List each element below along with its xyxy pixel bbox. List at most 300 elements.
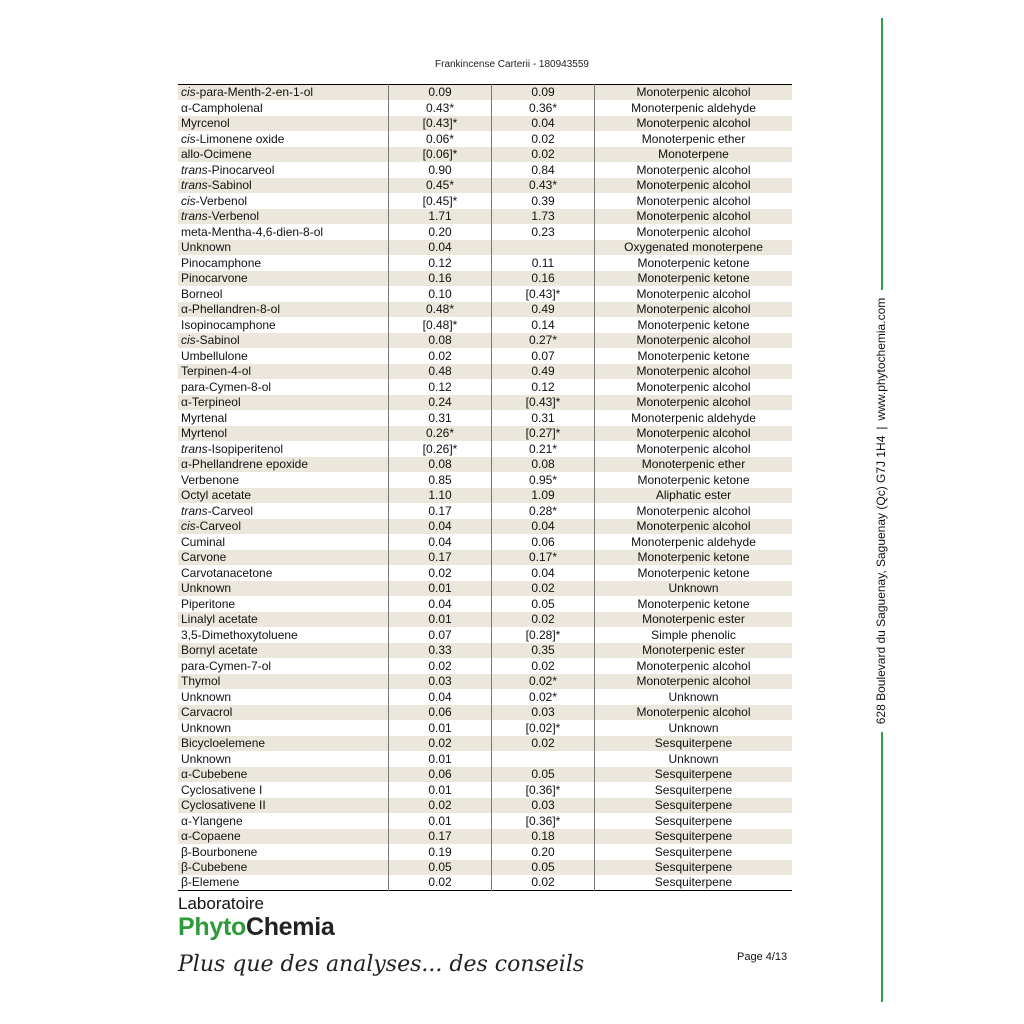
table-row bbox=[178, 441, 792, 457]
table-row bbox=[178, 658, 792, 674]
compound-prefix: cis bbox=[181, 131, 196, 146]
value-1-cell: 0.04 bbox=[389, 519, 492, 535]
value-2-cell: 0.23 bbox=[492, 224, 595, 240]
compound-name-cell bbox=[178, 240, 389, 256]
table-row bbox=[178, 116, 792, 132]
value-1-cell: [0.48]* bbox=[389, 317, 492, 333]
class-cell: Unknown bbox=[595, 689, 793, 705]
compound-name: Unknown bbox=[181, 581, 232, 595]
compound-name-cell bbox=[178, 147, 389, 163]
sidebar-address: 628 Boulevard du Saguenay, Saguenay (Qc) G7J 1H4 bbox=[874, 435, 888, 725]
compound-name-cell bbox=[178, 193, 389, 209]
table-row bbox=[178, 333, 792, 349]
compound-name: Myrcenol bbox=[181, 116, 230, 130]
value-2-cell: [0.43]* bbox=[492, 395, 595, 411]
table-row bbox=[178, 596, 792, 612]
value-1-cell: 0.16 bbox=[389, 271, 492, 287]
compound-name: -Verbenol bbox=[195, 193, 248, 208]
compound-name: α-Terpineol bbox=[181, 395, 241, 409]
compound-name: α-Ylangene bbox=[181, 813, 243, 828]
class-cell: Oxygenated monoterpene bbox=[595, 240, 793, 256]
class-cell: Monoterpenic alcohol bbox=[595, 379, 793, 395]
value-2-cell: [0.43]* bbox=[492, 286, 595, 302]
compound-name-cell bbox=[178, 643, 389, 659]
compound-name-cell bbox=[178, 100, 389, 116]
table-row bbox=[178, 782, 792, 798]
value-2-cell: 0.02 bbox=[492, 612, 595, 628]
compound-name-cell bbox=[178, 627, 389, 643]
class-cell: Monoterpenic ketone bbox=[595, 348, 793, 364]
value-2-cell: 1.73 bbox=[492, 209, 595, 225]
value-1-cell: 0.90 bbox=[389, 162, 492, 178]
value-2-cell: 0.07 bbox=[492, 348, 595, 364]
table-row bbox=[178, 875, 792, 891]
table-row bbox=[178, 627, 792, 643]
value-2-cell: 0.04 bbox=[492, 519, 595, 535]
compound-name: -Sabinol bbox=[195, 333, 240, 347]
compound-name: Unknown bbox=[181, 720, 232, 735]
compound-name-cell bbox=[178, 689, 389, 705]
compound-name-cell bbox=[178, 426, 389, 442]
value-1-cell: 0.01 bbox=[389, 813, 492, 829]
value-1-cell: 0.20 bbox=[389, 224, 492, 240]
class-cell: Unknown bbox=[595, 751, 793, 767]
value-1-cell: 0.02 bbox=[389, 875, 492, 891]
value-2-cell: 0.02 bbox=[492, 658, 595, 674]
value-1-cell: 0.01 bbox=[389, 720, 492, 736]
compound-name: -Verbenol bbox=[207, 209, 260, 223]
table-row bbox=[178, 550, 792, 566]
value-2-cell: 0.49 bbox=[492, 364, 595, 380]
value-1-cell: 0.12 bbox=[389, 255, 492, 271]
value-2-cell: 0.08 bbox=[492, 457, 595, 473]
page-number: Page 4/13 bbox=[737, 951, 788, 963]
class-cell: Monoterpenic alcohol bbox=[595, 224, 793, 240]
value-1-cell: [0.06]* bbox=[389, 147, 492, 163]
compound-name: Unknown bbox=[181, 689, 232, 704]
class-cell: Monoterpenic alcohol bbox=[595, 674, 793, 690]
compound-name: allo-Ocimene bbox=[181, 147, 252, 161]
table-row bbox=[178, 519, 792, 535]
compound-name-cell bbox=[178, 286, 389, 302]
sidebar-separator: | bbox=[874, 426, 888, 430]
class-cell: Monoterpenic ether bbox=[595, 457, 793, 473]
value-1-cell: 1.10 bbox=[389, 488, 492, 504]
value-1-cell: [0.43]* bbox=[389, 116, 492, 132]
value-2-cell: 0.02* bbox=[492, 674, 595, 690]
compound-name: Cuminal bbox=[181, 534, 226, 549]
table-row bbox=[178, 426, 792, 442]
value-1-cell: 0.09 bbox=[389, 85, 492, 101]
side-rule-bottom bbox=[881, 732, 883, 1002]
class-cell: Monoterpenic alcohol bbox=[595, 178, 793, 194]
compound-name: -Pinocarveol bbox=[207, 162, 275, 177]
value-2-cell: 0.16 bbox=[492, 271, 595, 287]
table-body bbox=[178, 85, 792, 891]
class-cell: Monoterpenic alcohol bbox=[595, 85, 793, 101]
table-row bbox=[178, 674, 792, 690]
value-2-cell: 0.06 bbox=[492, 534, 595, 550]
value-2-cell: [0.36]* bbox=[492, 813, 595, 829]
table-row bbox=[178, 534, 792, 550]
compound-name: para-Cymen-7-ol bbox=[181, 658, 272, 673]
compound-name: Isopinocamphone bbox=[181, 317, 276, 332]
class-cell: Monoterpenic ester bbox=[595, 612, 793, 628]
compound-name-cell bbox=[178, 271, 389, 287]
value-2-cell: 0.05 bbox=[492, 767, 595, 783]
table-row bbox=[178, 751, 792, 767]
compound-prefix: cis bbox=[181, 193, 196, 208]
side-rule-top bbox=[881, 18, 883, 290]
compound-name-cell bbox=[178, 395, 389, 411]
compound-prefix: cis bbox=[181, 333, 196, 347]
table-row bbox=[178, 860, 792, 876]
class-cell: Simple phenolic bbox=[595, 627, 793, 643]
value-2-cell: [0.36]* bbox=[492, 782, 595, 798]
compound-name-cell bbox=[178, 674, 389, 690]
class-cell: Sesquiterpene bbox=[595, 844, 793, 860]
table-row bbox=[178, 193, 792, 209]
class-cell: Monoterpenic ketone bbox=[595, 596, 793, 612]
compound-name-cell bbox=[178, 255, 389, 271]
class-cell: Monoterpenic alcohol bbox=[595, 364, 793, 380]
class-cell: Sesquiterpene bbox=[595, 767, 793, 783]
table-row bbox=[178, 379, 792, 395]
value-1-cell: 0.02 bbox=[389, 565, 492, 581]
compound-name-cell bbox=[178, 162, 389, 178]
compound-name-cell bbox=[178, 767, 389, 783]
value-2-cell: 0.02 bbox=[492, 875, 595, 891]
value-1-cell: 0.08 bbox=[389, 457, 492, 473]
value-2-cell: 0.35 bbox=[492, 643, 595, 659]
compound-name: Thymol bbox=[181, 674, 221, 688]
compound-name-cell bbox=[178, 534, 389, 550]
value-2-cell: 0.27* bbox=[492, 333, 595, 349]
compound-name-cell bbox=[178, 565, 389, 581]
compound-prefix: cis bbox=[181, 519, 196, 533]
compound-name: Linalyl acetate bbox=[181, 612, 258, 626]
table-row bbox=[178, 457, 792, 473]
compound-name-cell bbox=[178, 116, 389, 132]
class-cell: Monoterpenic ketone bbox=[595, 565, 793, 581]
class-cell: Monoterpenic ester bbox=[595, 643, 793, 659]
compound-name: -Carveol bbox=[195, 519, 242, 533]
table-row bbox=[178, 767, 792, 783]
class-cell: Monoterpenic alcohol bbox=[595, 209, 793, 225]
table-row bbox=[178, 720, 792, 736]
table-row bbox=[178, 798, 792, 814]
compound-name-cell bbox=[178, 503, 389, 519]
table-row bbox=[178, 364, 792, 380]
value-1-cell: 0.02 bbox=[389, 348, 492, 364]
value-1-cell: 0.43* bbox=[389, 100, 492, 116]
compound-name: Terpinen-4-ol bbox=[181, 364, 252, 378]
class-cell: Monoterpenic alcohol bbox=[595, 519, 793, 535]
value-2-cell: 0.05 bbox=[492, 596, 595, 612]
compound-name-cell bbox=[178, 736, 389, 752]
class-cell: Sesquiterpene bbox=[595, 782, 793, 798]
value-2-cell: 0.43* bbox=[492, 178, 595, 194]
compound-prefix: trans bbox=[181, 209, 208, 223]
compound-name: -Sabinol bbox=[207, 178, 252, 192]
value-2-cell: 0.02 bbox=[492, 581, 595, 597]
value-2-cell: 0.14 bbox=[492, 317, 595, 333]
class-cell: Monoterpenic ketone bbox=[595, 550, 793, 566]
compound-name: meta-Mentha-4,6-dien-8-ol bbox=[181, 224, 324, 239]
table-row bbox=[178, 565, 792, 581]
value-1-cell: 0.01 bbox=[389, 782, 492, 798]
value-2-cell: 0.09 bbox=[492, 85, 595, 101]
table-row bbox=[178, 705, 792, 721]
table-row bbox=[178, 395, 792, 411]
table-row bbox=[178, 178, 792, 194]
compound-name-cell bbox=[178, 348, 389, 364]
lab-logo bbox=[178, 895, 334, 941]
compound-name: -para-Menth-2-en-1-ol bbox=[195, 85, 314, 100]
class-cell: Monoterpenic aldehyde bbox=[595, 534, 793, 550]
value-1-cell: 0.06 bbox=[389, 705, 492, 721]
compound-name: Carvotanacetone bbox=[181, 565, 273, 580]
value-2-cell: 0.02 bbox=[492, 736, 595, 752]
compound-name-cell bbox=[178, 813, 389, 829]
class-cell: Monoterpenic alcohol bbox=[595, 116, 793, 132]
class-cell: Monoterpenic alcohol bbox=[595, 333, 793, 349]
value-1-cell: 0.48* bbox=[389, 302, 492, 318]
class-cell: Monoterpene bbox=[595, 147, 793, 163]
class-cell: Unknown bbox=[595, 581, 793, 597]
value-1-cell: 0.06 bbox=[389, 767, 492, 783]
compound-name: para-Cymen-8-ol bbox=[181, 379, 272, 394]
table-row bbox=[178, 844, 792, 860]
value-2-cell: 1.09 bbox=[492, 488, 595, 504]
value-2-cell: [0.27]* bbox=[492, 426, 595, 442]
table-row bbox=[178, 240, 792, 256]
value-1-cell: 0.12 bbox=[389, 379, 492, 395]
compound-name-cell bbox=[178, 705, 389, 721]
class-cell: Monoterpenic alcohol bbox=[595, 302, 793, 318]
table-row bbox=[178, 410, 792, 426]
compound-name: Carvacrol bbox=[181, 705, 233, 719]
value-1-cell: 0.33 bbox=[389, 643, 492, 659]
class-cell: Monoterpenic ketone bbox=[595, 271, 793, 287]
compound-name-cell bbox=[178, 85, 389, 101]
table-row bbox=[178, 224, 792, 240]
compound-name-cell bbox=[178, 798, 389, 814]
compound-name-cell bbox=[178, 224, 389, 240]
value-1-cell: 0.45* bbox=[389, 178, 492, 194]
compound-name: Cyclosativene II bbox=[181, 798, 266, 812]
logo-brand-part1: Phyto bbox=[178, 913, 246, 941]
class-cell: Aliphatic ester bbox=[595, 488, 793, 504]
value-1-cell: 0.01 bbox=[389, 612, 492, 628]
compound-name: Pinocarvone bbox=[181, 271, 248, 285]
value-2-cell: [0.28]* bbox=[492, 627, 595, 643]
value-1-cell: 0.05 bbox=[389, 860, 492, 876]
value-2-cell: 0.04 bbox=[492, 116, 595, 132]
table-row bbox=[178, 271, 792, 287]
value-1-cell: 0.01 bbox=[389, 581, 492, 597]
compound-name-cell bbox=[178, 844, 389, 860]
compound-name: Piperitone bbox=[181, 596, 236, 611]
value-1-cell: 0.19 bbox=[389, 844, 492, 860]
value-2-cell: 0.12 bbox=[492, 379, 595, 395]
compound-name-cell bbox=[178, 829, 389, 845]
table-row bbox=[178, 147, 792, 163]
value-1-cell: 0.48 bbox=[389, 364, 492, 380]
compound-name-cell bbox=[178, 317, 389, 333]
compound-prefix: trans bbox=[181, 441, 208, 456]
compound-name: -Limonene oxide bbox=[195, 131, 285, 146]
value-1-cell: [0.45]* bbox=[389, 193, 492, 209]
compound-prefix: trans bbox=[181, 162, 208, 177]
compound-name-cell bbox=[178, 441, 389, 457]
compound-name: Cyclosativene I bbox=[181, 782, 263, 797]
value-1-cell: 0.02 bbox=[389, 658, 492, 674]
compound-name: β-Elemene bbox=[181, 875, 240, 890]
table-row bbox=[178, 813, 792, 829]
compound-name: Verbenone bbox=[181, 472, 240, 487]
value-1-cell: 1.71 bbox=[389, 209, 492, 225]
compound-name-cell bbox=[178, 751, 389, 767]
table-row bbox=[178, 829, 792, 845]
value-1-cell: 0.26* bbox=[389, 426, 492, 442]
value-2-cell: 0.04 bbox=[492, 565, 595, 581]
compound-name: α-Phellandren-8-ol bbox=[181, 302, 280, 316]
compound-name-cell bbox=[178, 596, 389, 612]
compound-name-cell bbox=[178, 379, 389, 395]
class-cell: Sesquiterpene bbox=[595, 736, 793, 752]
value-2-cell: 0.17* bbox=[492, 550, 595, 566]
value-1-cell: 0.07 bbox=[389, 627, 492, 643]
compound-name: Pinocamphone bbox=[181, 255, 262, 270]
compound-name-cell bbox=[178, 860, 389, 876]
compound-name: Unknown bbox=[181, 751, 232, 766]
compound-prefix: cis bbox=[181, 85, 196, 100]
compound-name-cell bbox=[178, 581, 389, 597]
compound-name-cell bbox=[178, 302, 389, 318]
logo-brand bbox=[178, 913, 334, 941]
table-row bbox=[178, 736, 792, 752]
compound-name-cell bbox=[178, 178, 389, 194]
value-2-cell: 0.02 bbox=[492, 147, 595, 163]
compound-name: Carvone bbox=[181, 550, 227, 564]
compound-name: 3,5-Dimethoxytoluene bbox=[181, 627, 298, 642]
compound-name: -Isopiperitenol bbox=[207, 441, 284, 456]
class-cell: Monoterpenic ketone bbox=[595, 317, 793, 333]
table-row bbox=[178, 503, 792, 519]
value-2-cell: 0.02 bbox=[492, 131, 595, 147]
class-cell: Monoterpenic aldehyde bbox=[595, 410, 793, 426]
value-2-cell: 0.03 bbox=[492, 798, 595, 814]
class-cell: Monoterpenic ether bbox=[595, 131, 793, 147]
table-row bbox=[178, 488, 792, 504]
value-1-cell: 0.85 bbox=[389, 472, 492, 488]
value-2-cell bbox=[492, 240, 595, 256]
compound-name: Unknown bbox=[181, 240, 232, 254]
class-cell: Monoterpenic alcohol bbox=[595, 503, 793, 519]
compound-prefix: trans bbox=[181, 178, 208, 192]
compound-name: Myrtenol bbox=[181, 426, 228, 440]
compound-name-cell bbox=[178, 410, 389, 426]
value-1-cell: 0.31 bbox=[389, 410, 492, 426]
compound-name: Bornyl acetate bbox=[181, 643, 258, 657]
value-2-cell: 0.03 bbox=[492, 705, 595, 721]
compound-name: α-Campholenal bbox=[181, 100, 263, 115]
value-1-cell: 0.17 bbox=[389, 550, 492, 566]
compound-name: Bicycloelemene bbox=[181, 736, 266, 750]
compound-name-cell bbox=[178, 333, 389, 349]
class-cell: Monoterpenic alcohol bbox=[595, 705, 793, 721]
table-row bbox=[178, 255, 792, 271]
value-2-cell: 0.84 bbox=[492, 162, 595, 178]
table-row bbox=[178, 348, 792, 364]
document-title: Frankincense Carterii - 180943559 bbox=[435, 59, 589, 70]
value-2-cell: 0.20 bbox=[492, 844, 595, 860]
class-cell: Monoterpenic alcohol bbox=[595, 193, 793, 209]
table-row bbox=[178, 100, 792, 116]
value-2-cell: 0.39 bbox=[492, 193, 595, 209]
class-cell: Monoterpenic alcohol bbox=[595, 658, 793, 674]
value-1-cell: 0.04 bbox=[389, 596, 492, 612]
value-1-cell: 0.04 bbox=[389, 689, 492, 705]
compound-name-cell bbox=[178, 209, 389, 225]
compound-prefix: trans bbox=[181, 503, 208, 518]
table-row bbox=[178, 286, 792, 302]
table-row bbox=[178, 162, 792, 178]
compound-name-cell bbox=[178, 875, 389, 891]
class-cell: Sesquiterpene bbox=[595, 860, 793, 876]
value-2-cell: 0.36* bbox=[492, 100, 595, 116]
table-row bbox=[178, 131, 792, 147]
compound-name: β-Cubebene bbox=[181, 860, 248, 874]
compound-name-cell bbox=[178, 782, 389, 798]
table-row bbox=[178, 689, 792, 705]
sidebar-contact bbox=[874, 298, 888, 724]
compound-name: Octyl acetate bbox=[181, 488, 252, 502]
tagline: Plus que des analyses... des conseils bbox=[178, 952, 585, 977]
value-2-cell: 0.21* bbox=[492, 441, 595, 457]
value-1-cell: 0.24 bbox=[389, 395, 492, 411]
value-2-cell: 0.49 bbox=[492, 302, 595, 318]
logo-line1: Laboratoire bbox=[178, 894, 265, 913]
class-cell: Monoterpenic alcohol bbox=[595, 395, 793, 411]
compound-name: Borneol bbox=[181, 286, 223, 301]
compound-name-cell bbox=[178, 550, 389, 566]
value-1-cell: 0.02 bbox=[389, 798, 492, 814]
table-row bbox=[178, 472, 792, 488]
value-1-cell: [0.26]* bbox=[389, 441, 492, 457]
class-cell: Sesquiterpene bbox=[595, 875, 793, 891]
compound-name-cell bbox=[178, 658, 389, 674]
value-1-cell: 0.17 bbox=[389, 503, 492, 519]
class-cell: Monoterpenic ketone bbox=[595, 472, 793, 488]
table-row bbox=[178, 317, 792, 333]
value-1-cell: 0.03 bbox=[389, 674, 492, 690]
value-1-cell: 0.06* bbox=[389, 131, 492, 147]
compound-name-cell bbox=[178, 720, 389, 736]
compound-name: Myrtenal bbox=[181, 410, 228, 425]
value-1-cell: 0.04 bbox=[389, 240, 492, 256]
class-cell: Monoterpenic alcohol bbox=[595, 426, 793, 442]
class-cell: Unknown bbox=[595, 720, 793, 736]
compound-name: -Carveol bbox=[207, 503, 254, 518]
compound-name-cell bbox=[178, 457, 389, 473]
table-row bbox=[178, 302, 792, 318]
class-cell: Monoterpenic aldehyde bbox=[595, 100, 793, 116]
class-cell: Sesquiterpene bbox=[595, 813, 793, 829]
compound-name-cell bbox=[178, 131, 389, 147]
value-1-cell: 0.08 bbox=[389, 333, 492, 349]
